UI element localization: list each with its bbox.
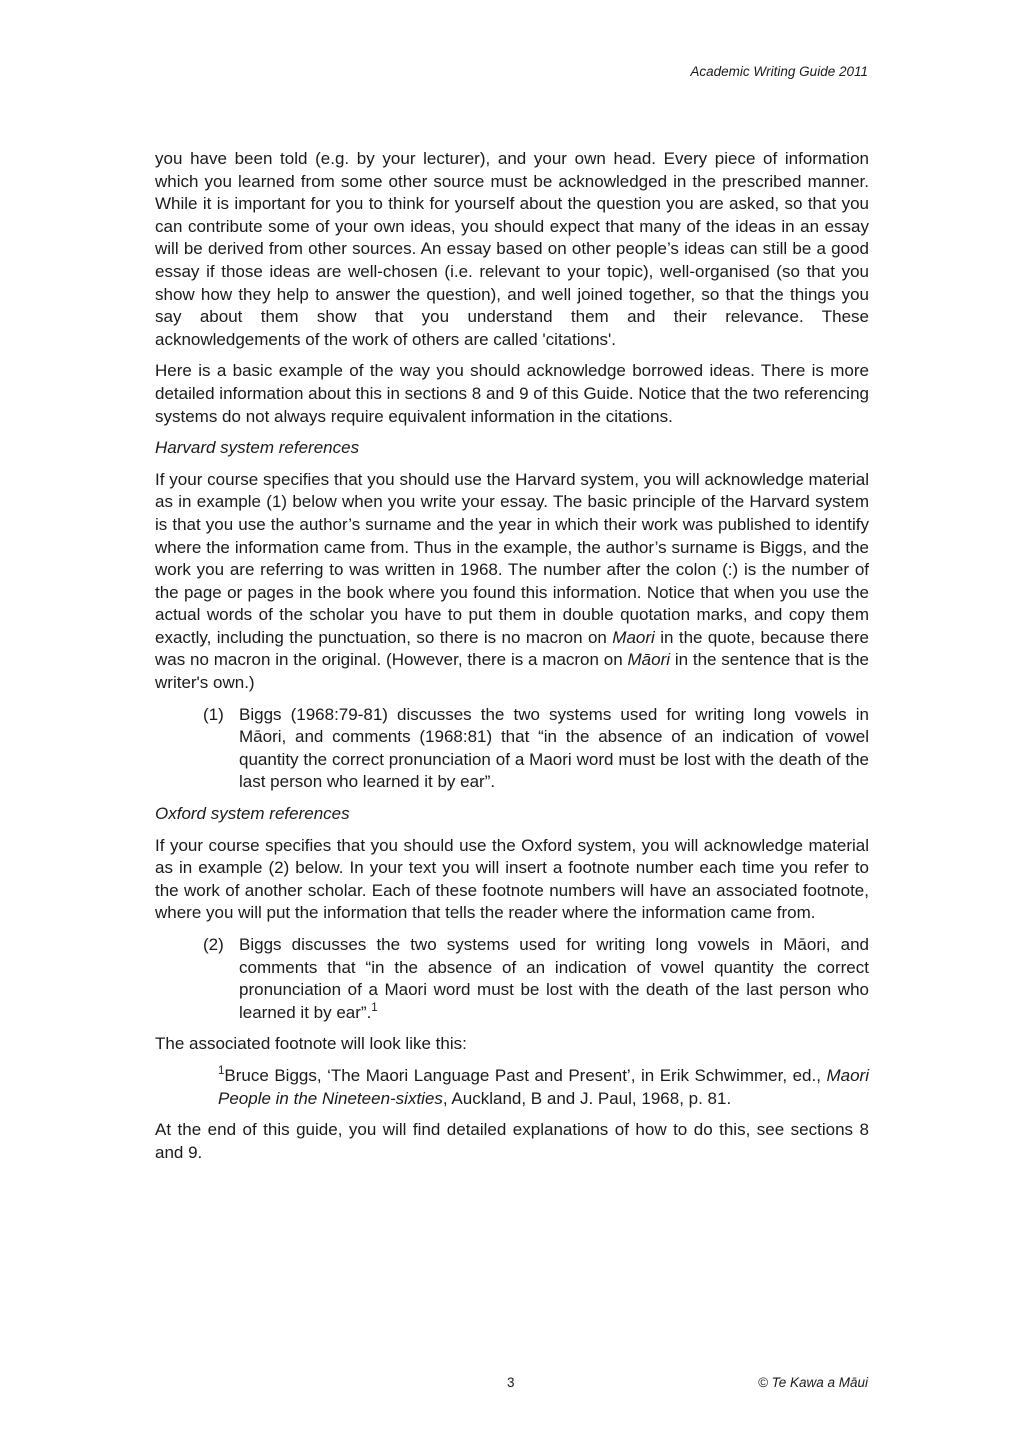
harvard-maori-macron: Māori bbox=[627, 650, 671, 670]
harvard-heading: Harvard system references bbox=[155, 438, 360, 458]
harvard-text-part2: in the quote, because there was no macron in the original. (However, there is a macron on bbox=[155, 627, 869, 670]
example-2-body bbox=[239, 934, 869, 1024]
copyright-notice: © Te Kawa a Māui bbox=[757, 1375, 868, 1390]
harvard-text-part1: If your course specifies that you should use the Harvard system, you will acknowledge material as in example (1) below when you write your essay. The basic principle of the Harvard system is that you use the author’s surname and the year in which their work was published to identify where the information came from. Thus in the example, the author’s surname is Biggs, and the work you are referring to was written in 1968. The number after the colon (:) is the number of the page or pages in the book where you found this information. Notice that when you use the actual words of the scholar you have to put them in double quotation marks, and copy them exactly, including the punctuation, so there is no macron on bbox=[155, 469, 869, 647]
footnote-marker: 1 bbox=[371, 1001, 378, 1014]
page-number: 3 bbox=[507, 1375, 515, 1390]
example-2-text: Biggs discusses the two systems used for writing long vowels in Māori, and comments that “in the absence of an indication of vowel quantity the correct pronunciation of a Maori word must be lost with the death of the last person who learned it by ear”. bbox=[239, 935, 869, 1022]
footnote-text-part1: Bruce Biggs, ‘The Maori Language Past and Present’, in Erik Schwimmer, ed., bbox=[224, 1065, 821, 1085]
example-1 bbox=[203, 704, 869, 794]
paragraph-closing: At the end of this guide, you will find detailed explanations of how to do this, see sections 8 and 9. bbox=[155, 1120, 869, 1162]
paragraph-harvard bbox=[155, 469, 869, 695]
harvard-text-part3: in the sentence that is the writer's own.) bbox=[155, 650, 869, 693]
footnote-intro: The associated footnote will look like this: bbox=[155, 1034, 467, 1054]
paragraph-oxford: If your course specifies that you should use the Oxford system, you will acknowledge material as in example (2) below. In your text you will insert a footnote number each time you refer to the work of another scholar. Each of these footnote numbers will have an associated footnote, where you will put the information that tells the reader where the information came from. bbox=[155, 835, 869, 923]
example-2 bbox=[203, 934, 869, 1024]
example-2-number: (2) bbox=[203, 935, 224, 954]
running-header: Academic Writing Guide 2011 bbox=[690, 64, 868, 79]
paragraph-citations-intro: you have been told (e.g. by your lecturer), and your own head. Every piece of information which you learned from some other source must be acknowledged in the prescribed manner. While it is important for you to think for yourself about the question you are asked, so that you can contribute some of your own ideas, you should expect that many of the ideas in an essay will be derived from other sources. An essay based on other people’s ideas can still be a good essay if those ideas are well-chosen (i.e. relevant to your topic), well-organised (so that you show how they help to answer the question), and well joined together, so that the things you say about them show that you understand them and their relevance. These acknowledgements of the work of others are called 'citations'. bbox=[155, 149, 869, 349]
footnote-book-title: Maori People in the Nineteen-sixties bbox=[218, 1065, 869, 1108]
paragraph-basic-example: Here is a basic example of the way you should acknowledge borrowed ideas. There is more detailed information about this in sections 8 and 9 of this Guide. Notice that the two referencing systems do not always require equivalent information in the citations. bbox=[155, 361, 869, 426]
footnote-number: 1 bbox=[218, 1064, 225, 1077]
footnote-example bbox=[218, 1065, 869, 1110]
document-body bbox=[155, 148, 869, 1173]
oxford-heading: Oxford system references bbox=[155, 804, 350, 824]
footnote-text-part2: , Auckland, B and J. Paul, 1968, p. 81. bbox=[442, 1088, 732, 1108]
example-1-text: Biggs (1968:79-81) discusses the two systems used for writing long vowels in Māori, and comments (1968:81) that “in the absence of an indication of vowel quantity the correct pronunciation of a Maori word must be lost with the death of the last person who learned it by ear”. bbox=[239, 704, 869, 792]
example-1-number: (1) bbox=[203, 704, 224, 724]
harvard-maori-plain: Maori bbox=[612, 627, 655, 647]
